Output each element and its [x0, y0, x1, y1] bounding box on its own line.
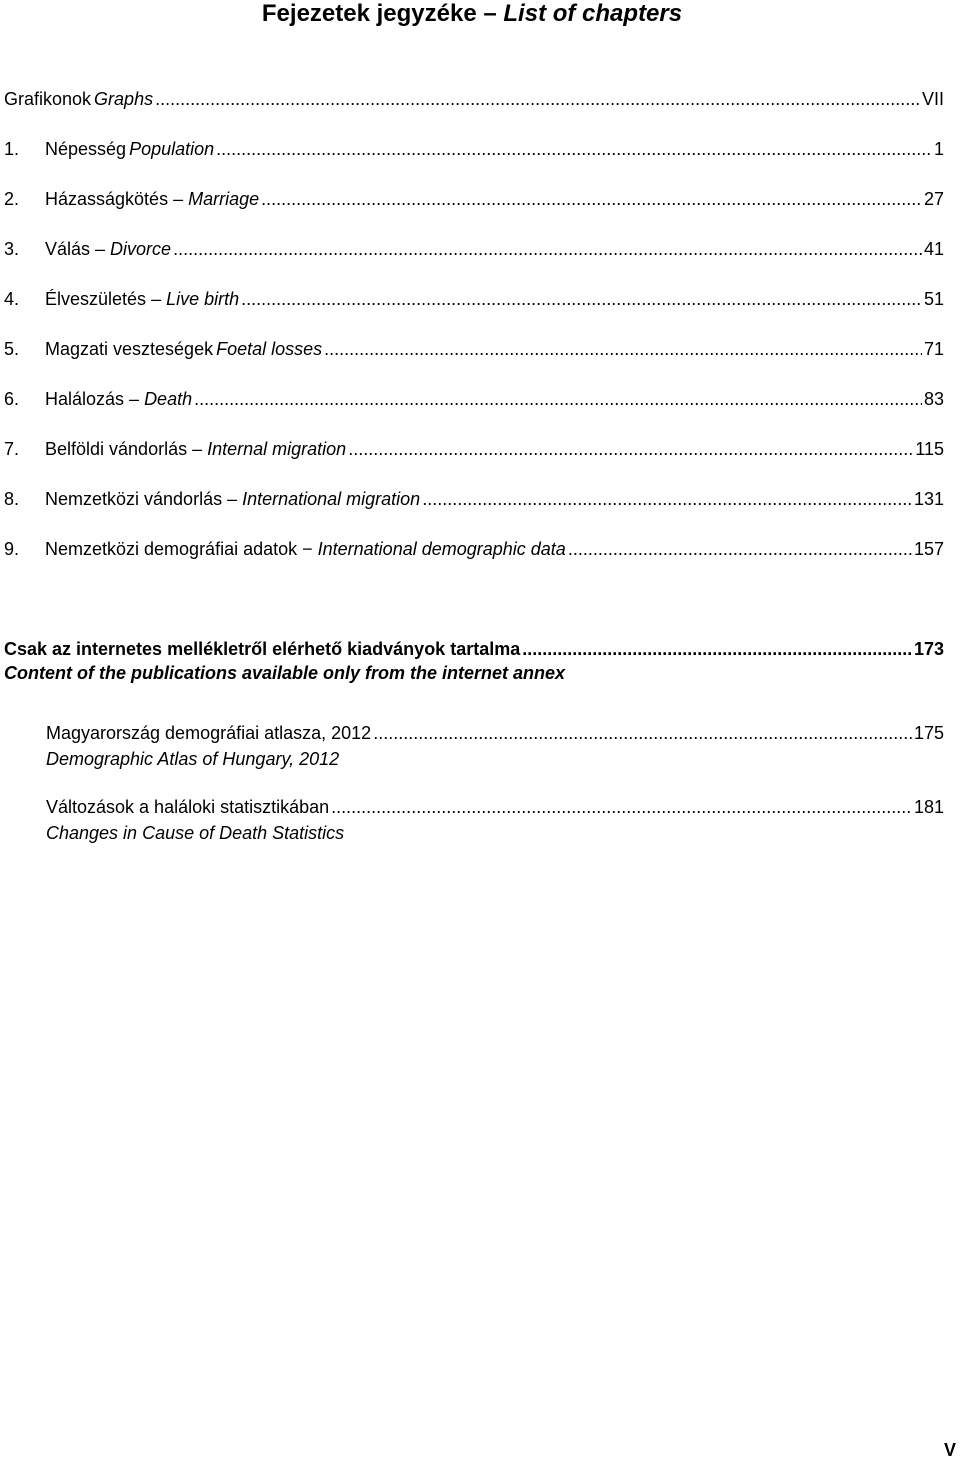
entry-hu: Nemzetközi vándorlás	[45, 489, 223, 509]
toc-entry-graphs[interactable]	[4, 86, 944, 112]
entry-page: 115	[915, 439, 944, 459]
entry-number: 5.	[4, 339, 20, 359]
dot-leader	[155, 86, 920, 112]
annex-heading-hu: Csak az internetes mellékletről elérhető kiadványok tartalma	[4, 639, 521, 659]
entry-hu: Nemzetközi demográfiai adatok	[45, 539, 298, 559]
entry-hu: Halálozás	[45, 389, 125, 409]
entry-page: 71	[923, 339, 944, 359]
dot-leader	[216, 136, 932, 162]
entry-hu: Grafikonok	[4, 89, 92, 109]
title-en: List of chapters	[503, 0, 683, 27]
entry-number: 8.	[4, 489, 20, 509]
entry-dash: –	[192, 439, 203, 459]
annex-item-page: 181	[913, 797, 944, 817]
entry-dash: –	[95, 239, 106, 259]
entry-page: 83	[923, 389, 944, 409]
dot-leader	[261, 186, 922, 212]
dot-leader	[422, 486, 912, 512]
toc-annex-item-cause-of-death[interactable]	[46, 794, 944, 820]
entry-page: VII	[921, 89, 944, 109]
entry-hu: Magzati veszteségek	[45, 339, 214, 359]
annex-item-hu: Változások a haláloki statisztikában	[46, 797, 330, 817]
dot-leader	[373, 720, 912, 746]
toc-entry-6[interactable]	[4, 386, 944, 412]
toc-entry-2[interactable]	[4, 186, 944, 212]
toc-entry-9[interactable]	[4, 536, 944, 562]
entry-hu: Házasságkötés	[45, 189, 169, 209]
entry-dash: –	[151, 289, 162, 309]
annex-heading-en: Content of the publications available only from the internet annex	[4, 663, 566, 683]
entry-page: 27	[923, 189, 944, 209]
title-dash: –	[483, 0, 497, 27]
entry-en: International demographic data	[317, 539, 566, 559]
annex-page: 173	[913, 639, 944, 659]
entry-number: 1.	[4, 139, 20, 159]
entry-en: Population	[129, 139, 215, 159]
entry-page: 157	[913, 539, 944, 559]
entry-number: 7.	[4, 439, 20, 459]
entry-en: Marriage	[188, 189, 260, 209]
entry-dash: −	[302, 539, 313, 559]
entry-hu: Élveszületés	[45, 289, 147, 309]
dot-leader	[348, 436, 913, 462]
dot-leader	[331, 794, 912, 820]
entry-dash: –	[129, 389, 140, 409]
dot-leader	[173, 236, 922, 262]
entry-page: 1	[933, 139, 944, 159]
entry-en: Graphs	[94, 89, 154, 109]
annex-item-en: Changes in Cause of Death Statistics	[46, 823, 345, 843]
toc-annex-heading[interactable]	[4, 636, 944, 662]
entry-en: Death	[144, 389, 193, 409]
dot-leader	[324, 336, 922, 362]
title-hu: Fejezetek jegyzéke	[261, 0, 477, 27]
toc-entry-5[interactable]	[4, 336, 944, 362]
entry-dash: –	[227, 489, 238, 509]
toc-entry-3[interactable]	[4, 236, 944, 262]
entry-number: 3.	[4, 239, 20, 259]
entry-en: Foetal losses	[216, 339, 323, 359]
entry-number: 4.	[4, 289, 20, 309]
annex-item-page: 175	[913, 723, 944, 743]
entry-page: 41	[923, 239, 944, 259]
entry-en: International migration	[242, 489, 421, 509]
dot-leader	[241, 286, 922, 312]
toc-entry-1[interactable]	[4, 136, 944, 162]
entry-page: 51	[923, 289, 944, 309]
entry-page: 131	[913, 489, 944, 509]
entry-number: 9.	[4, 539, 20, 559]
dot-leader	[568, 536, 912, 562]
toc-entry-8[interactable]	[4, 486, 944, 512]
dot-leader	[522, 636, 912, 662]
entry-dash: –	[173, 189, 184, 209]
entry-en: Divorce	[110, 239, 172, 259]
toc-annex-item-atlas[interactable]	[46, 720, 944, 746]
entry-hu: Belföldi vándorlás	[45, 439, 188, 459]
toc-entry-7[interactable]	[4, 436, 944, 462]
entry-en: Live birth	[166, 289, 240, 309]
dot-leader	[194, 386, 922, 412]
entry-number: 6.	[4, 389, 20, 409]
page-number: V	[943, 1440, 956, 1460]
entry-hu: Válás	[45, 239, 91, 259]
toc-entry-4[interactable]	[4, 286, 944, 312]
entry-en: Internal migration	[207, 439, 347, 459]
annex-item-hu: Magyarország demográfiai atlasza, 2012	[46, 723, 372, 743]
entry-number: 2.	[4, 189, 20, 209]
page-title	[0, 0, 944, 28]
annex-item-en: Demographic Atlas of Hungary, 2012	[46, 749, 340, 769]
entry-hu: Népesség	[45, 139, 127, 159]
